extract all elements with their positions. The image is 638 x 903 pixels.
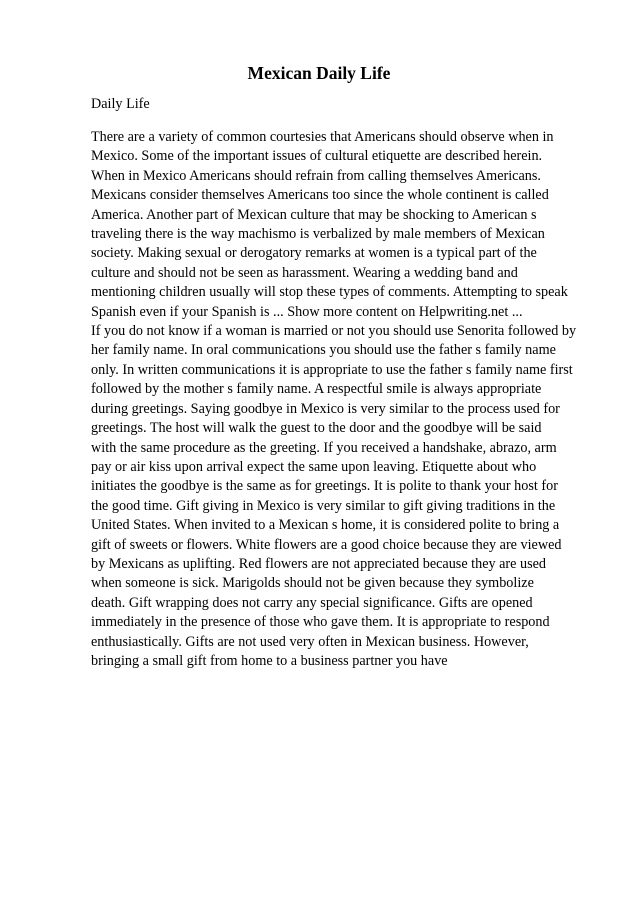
- document-title: Mexican Daily Life: [247, 63, 391, 83]
- body-line: Spanish even if your Spanish is ... Show more content on Helpwriting.net ...: [91, 303, 523, 320]
- body-line: mentioning children usually will stop these types of comments. Attempting to speak: [91, 284, 568, 301]
- body-line: society. Making sexual or derogatory remarks at women is a typical part of the: [91, 245, 537, 262]
- body-line: There are a variety of common courtesies that Americans should observe when in: [91, 129, 554, 145]
- body-line: when someone is sick. Marigolds should not be given because they symbolize: [91, 575, 534, 592]
- body-line: initiates the goodbye is the same as for greetings. It is polite to thank your host for: [91, 478, 558, 495]
- body-line: death. Gift wrapping does not carry any special significance. Gifts are opened: [91, 594, 533, 611]
- body-line: immediately in the presence of those who gave them. It is appropriate to respond: [91, 614, 550, 631]
- body-line: culture and should not be seen as harassment. Wearing a wedding band and: [91, 264, 518, 281]
- body-line: greetings. The host will walk the guest to the door and the goodbye will be said: [91, 420, 542, 437]
- body-line: followed by the mother s family name. A respectful smile is always appropriate: [91, 381, 542, 398]
- body-line: Mexicans consider themselves Americans too since the whole continent is called: [91, 187, 549, 204]
- body-line: America. Another part of Mexican culture that may be shocking to American s: [91, 206, 537, 223]
- body-line: with the same procedure as the greeting. If you received a handshake, abrazo, arm: [91, 439, 557, 456]
- document-subtitle: Daily Life: [91, 96, 150, 112]
- body-line: the good time. Gift giving in Mexico is very similar to gift giving traditions in the: [91, 497, 556, 514]
- body-line: enthusiastically. Gifts are not used very often in Mexican business. However,: [91, 633, 529, 650]
- body-line: by Mexicans as uplifting. Red flowers are not appreciated because they are used: [91, 555, 547, 572]
- body-line: If you do not know if a woman is married or not you should use Senorita followed by: [91, 323, 577, 340]
- document-body: [91, 128, 591, 671]
- body-line: during greetings. Saying goodbye in Mexico is very similar to the process used for: [91, 400, 560, 417]
- body-line: gift of sweets or flowers. White flowers are a good choice because they are viewed: [91, 536, 562, 553]
- body-line: Mexico. Some of the important issues of cultural etiquette are described herein.: [91, 148, 543, 165]
- body-line: her family name. In oral communications you should use the father s family name: [91, 342, 556, 359]
- body-line: When in Mexico Americans should refrain from calling themselves Americans.: [91, 167, 541, 184]
- body-line: pay or air kiss upon arrival expect the same upon leaving. Etiquette about who: [91, 458, 537, 475]
- body-line: only. In written communications it is appropriate to use the father s family name first: [91, 361, 573, 378]
- body-line: United States. When invited to a Mexican s home, it is considered polite to bring a: [91, 517, 560, 534]
- body-line: bringing a small gift from home to a business partner you have: [91, 652, 448, 669]
- body-line: traveling there is the way machismo is verbalized by male members of Mexican: [91, 226, 545, 243]
